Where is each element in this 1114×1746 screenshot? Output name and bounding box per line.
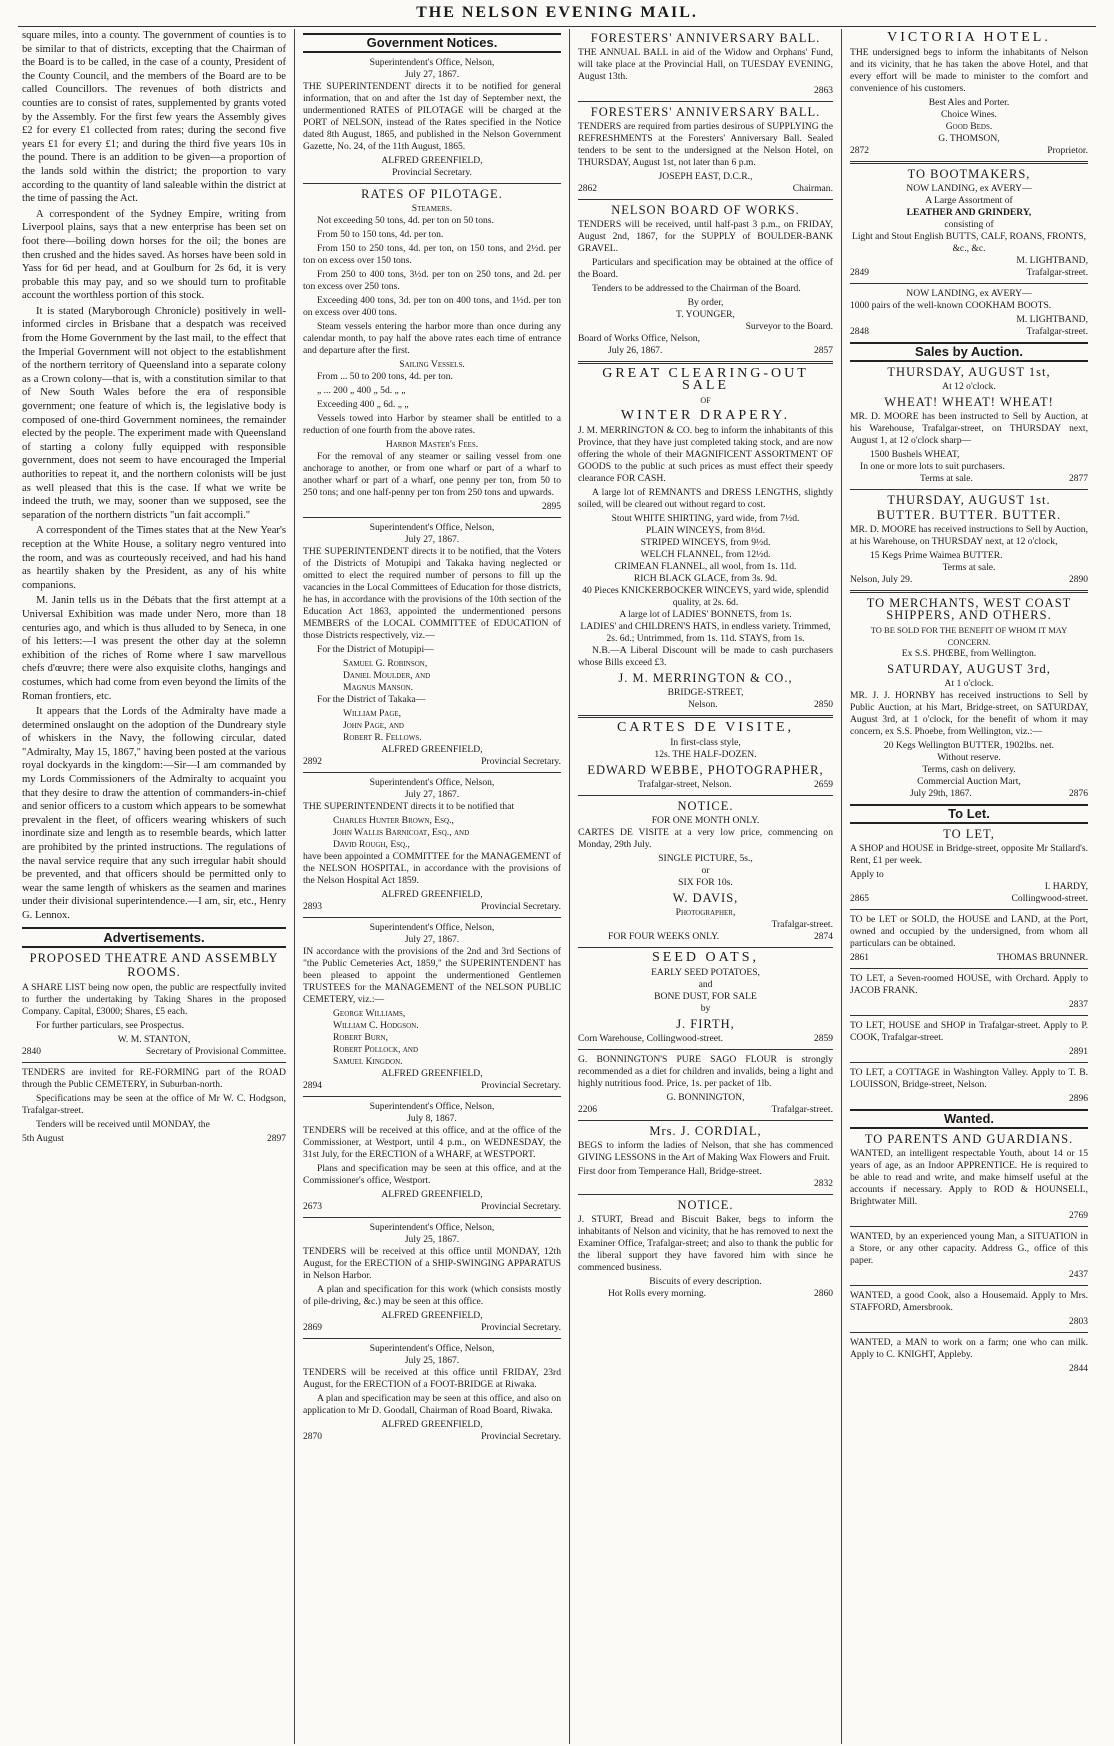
- ad-number: 2803: [1069, 1317, 1088, 1327]
- ad-body: MR. D. MOORE has been instructed to Sell by Auction, at his Warehouse, Trafalgar-street, on THURSDAY next, August 1, at 12 o'clock sharp—: [850, 411, 1088, 446]
- notice-office: Superintendent's Office, Nelson,: [369, 1101, 495, 1112]
- ad-text: 1500 Bushels WHEAT,: [870, 449, 960, 460]
- ad-title: TO BOOTMAKERS,: [907, 167, 1031, 181]
- ad-body: TENDERS are required from parties desirous of SUPPLYING the REFRESHMENTS at the Foresters' Anniversary Ball. Sealed tenders to be sent to the undersigned at the Nelson Hotel, on THURSDAY, August 1st, not later than 6 p.m.: [578, 121, 833, 168]
- ad-number: 2860: [814, 1289, 833, 1299]
- notice-role: Provincial Secretary.: [481, 756, 561, 767]
- sale-item: LADIES' and CHILDREN'S HATS, in endless variety. Trimmed, 2s. 6d.; Untrimmed, from 1s. 11d. STAYS, from 1s.: [580, 621, 831, 644]
- committee-member: William Page,: [343, 708, 402, 719]
- notice-signature: ALFRED GREENFIELD,: [381, 1068, 483, 1079]
- ad-text: At 1 o'clock.: [944, 678, 994, 689]
- ad-title: TO PARENTS AND GUARDIANS.: [864, 1132, 1074, 1146]
- ad-body: J. STURT, Bread and Biscuit Baker, begs to inform the inhabitants of Nelson and vicinity, that he has removed to next the Examiner Office, Trafalgar-street; and also to thank the public for the liberal support they have favored him with since he commenced business.: [578, 1214, 833, 1273]
- notice-date: July 25, 1867.: [404, 1355, 460, 1366]
- ad-text: Trafalgar-street.: [1026, 326, 1088, 337]
- ad-body: Tenders will be received until MONDAY, the: [36, 1119, 210, 1131]
- ad-number: 2877: [1069, 474, 1088, 484]
- rates-subtitle: Harbor Master's Fees.: [385, 439, 479, 450]
- notice-office: Superintendent's Office, Nelson,: [369, 522, 495, 533]
- ad-number: 2848: [850, 327, 869, 337]
- trustee: William C. Hodgson.: [333, 1020, 419, 1031]
- article-paragraph: square miles, into a county. The government of counties is to be similar to that of districts, excepting that the Chairman of the Board is to be called, in the case of a county, President of the County Council, and the members of the Board are to be called Councillors. The revenues of both districts and counties are to consist of rates, supplemented by grants voted by the Assembly. For the first few years the Assembly gives £2 for every £1 collected from rates; during the second five years £1 for every £1; and during the third five years 10s in the pound. There is an addition to be given—a proportion of the lands sold within the district; the proportion to vary according to the quantity of land saleable within the district at the time of passing the Act.: [22, 30, 286, 205]
- ad-body: 1000 pairs of the well-known COOKHAM BOOTS.: [850, 300, 1052, 311]
- ad-signature: J. FIRTH,: [676, 1017, 735, 1031]
- ad-text: BONE DUST, FOR SALE: [654, 991, 757, 1002]
- ad-title: FORESTERS' ANNIVERSARY BALL.: [590, 105, 821, 119]
- ad-body: CARTES DE VISITE at a very low price, commencing on Monday, 29th July.: [578, 827, 833, 850]
- committee-member: Magnus Manson.: [343, 682, 414, 693]
- ad-date: July 29th, 1867.: [910, 788, 972, 799]
- ad-body: WANTED, a good Cook, also a Housemaid. Apply to Mrs. STAFFORD, Amersbrook.: [850, 1290, 1088, 1313]
- committee-member: Robert R. Fellows.: [343, 732, 422, 743]
- rate-line: From 250 to 400 tons, 3½d. per ton on 250 tons, and 2d. per ton excess over 250 tons.: [303, 269, 561, 292]
- ad-text: Apply to: [850, 869, 884, 880]
- notice-office: Superintendent's Office, Nelson,: [369, 922, 495, 933]
- rate-line: Exceeding 400 tons, 3d. per ton on 400 tons, and 1½d. per ton on excess over 400 tons.: [303, 295, 561, 318]
- ad-text: and: [698, 979, 713, 990]
- ad-body: THE undersigned begs to inform the inhabitants of Nelson and its vicinity, that he has taken the above Hotel, and that every effort will be made to minister to the comfort and convenience of his customers.: [850, 47, 1088, 94]
- ad-text: By order,: [687, 297, 724, 308]
- notice-role: Provincial Secretary.: [481, 1322, 561, 1333]
- column-4: [841, 29, 1096, 1744]
- district-title: For the District of Takaka—: [317, 694, 426, 705]
- ad-body: TO LET, HOUSE and SHOP in Trafalgar-street. Apply to P. COOK, Trafalgar-street.: [850, 1020, 1088, 1043]
- notice-date: July 8, 1867.: [407, 1113, 457, 1124]
- ad-title: NELSON BOARD OF WORKS.: [611, 203, 800, 217]
- notice-signature: ALFRED GREENFIELD,: [381, 1419, 483, 1430]
- notice-body: TENDERS will be received at this office until MONDAY, 12th August, for the ERECTION of a SHIP-SWINGING APPARATUS in Nelson Harbor.: [303, 1246, 561, 1281]
- committee-member: David Rough, Esq.,: [333, 839, 410, 850]
- ad-text: Choice Wines.: [941, 109, 997, 120]
- ad-number: 2437: [1069, 1270, 1088, 1280]
- section-header-advertisements: Advertisements.: [22, 927, 286, 949]
- ad-text: At 12 o'clock.: [942, 381, 996, 392]
- rates-subtitle: Sailing Vessels.: [399, 359, 465, 370]
- notice-signature: ALFRED GREENFIELD,: [381, 889, 483, 900]
- sale-item: 40 Pieces KNICKERBOCKER WINCEYS, yard wide, splendid quality, at 2s. 6d.: [582, 585, 829, 608]
- ad-body: TO LET, a Seven-roomed HOUSE, with Orchard. Apply to JACOB FRANK.: [850, 973, 1088, 996]
- ad-text: by: [700, 1003, 711, 1014]
- ad-number: 2844: [1069, 1364, 1088, 1374]
- committee-member: John Wallis Barnicoat, Esq., and: [333, 827, 470, 838]
- ad-body: TENDERS will be received, until half-past 3 p.m., on FRIDAY, August 2nd, 1867, for the SUPPLY of BOULDER-BANK GRAVEL.: [578, 219, 833, 254]
- ad-number: 2849: [850, 268, 869, 278]
- section-header-government-notices: Government Notices.: [303, 33, 561, 53]
- ad-signature: THOMAS BRUNNER.: [996, 952, 1088, 963]
- column-2: [294, 29, 569, 1744]
- ad-title: SEED OATS,: [651, 950, 759, 965]
- notice-role: Provincial Secretary.: [392, 167, 472, 178]
- notice-body: THE SUPERINTENDENT directs it to be notified for general information, that on and after the 1st day of September next, the undermentioned RATES of PILOTAGE will be charged at the PORT of NELSON, instead of the Rates specified in the Notice dated 8th August, 1865, and published in the Nelson Government Gazette, No. 24, of the 11th August, 1865.: [303, 81, 561, 152]
- notice-role: Provincial Secretary.: [481, 901, 561, 912]
- ad-date: 5th August: [22, 1133, 64, 1145]
- notice-date: July 27, 1867.: [404, 534, 460, 545]
- rate-line: From 50 to 150 tons, 4d. per ton.: [317, 229, 444, 240]
- rate-line: From ... 50 to 200 tons, 4d. per ton.: [317, 371, 453, 382]
- ad-body: TO LET, a COTTAGE in Washington Valley. Apply to T. B. LOUISSON, Bridge-street, Nelson.: [850, 1067, 1088, 1090]
- sale-item: CRIMEAN FLANNEL, all wool, from 1s. 11d.: [614, 561, 797, 572]
- ad-number: 2896: [1069, 1094, 1088, 1104]
- ad-text: FOR ONE MONTH ONLY.: [651, 815, 760, 826]
- notice-signature: ALFRED GREENFIELD,: [381, 155, 483, 166]
- ad-number: 2859: [814, 1034, 833, 1044]
- ad-text: Terms at sale.: [942, 562, 996, 573]
- sale-item: STRIPED WINCEYS, from 9½d.: [640, 537, 771, 548]
- rate-line: Steam vessels entering the harbor more than once during any calendar month, to pay half the above rates each time of entrance and departure after the first.: [303, 321, 561, 356]
- ad-text: NOW LANDING, ex AVERY—: [906, 183, 1032, 194]
- ad-body: N.B.—A Liberal Discount will be made to cash purchasers whose Bills exceed £3.: [578, 645, 833, 668]
- ad-number: 2865: [850, 894, 869, 904]
- trustee: Samuel Kingdon.: [333, 1056, 403, 1067]
- ad-number: 2890: [1069, 575, 1088, 585]
- ad-role: Proprietor.: [1047, 145, 1088, 156]
- ad-signature: JOSEPH EAST, D.C.R.,: [658, 171, 753, 182]
- section-header-wanted: Wanted.: [850, 1109, 1088, 1129]
- ad-text: In one or more lots to suit purchasers.: [860, 461, 1005, 472]
- article-paragraph: It appears that the Lords of the Admiralty have made a determined onslaught on the adoption of the Dundreary style of whiskers in the Navy, the following circular, dated "Admiralty, May 15, 1867," having been posted at the various royal dockyards in the kingdom:—Sir—I am commanded by my Lords Commissioners of the Admiralty to acquaint you that they desire to draw the attention of commanders-in-chief and senior officers to a custom which appears to be somewhat prevalent in the fleet, of officers wearing whiskers of such inordinate size and length as to resemble beards, which latter are prohibited by the printed instructions. The regulations of the naval service require that any such irregular habit should be prevented, and that officers should be permitted only to wear the same length of whiskers as the seamen and marines under their divisional superintendence.—I am, sir, etc., Henry G. Lennox.: [22, 706, 286, 921]
- ad-text: BRIDGE-STREET,: [667, 687, 744, 698]
- ad-text: Trafalgar-street.: [1026, 267, 1088, 278]
- notice-date: July 27, 1867.: [404, 69, 460, 80]
- article-paragraph: A correspondent of the Times states that at the New Year's reception at the White House, a solitary negro ventured into the room, and was as courteously received, and had his hand as heartily shaken by the President, as any of his white companions.: [22, 525, 286, 591]
- trustee: Robert Pollock, and: [333, 1044, 419, 1055]
- notice-number: 2893: [303, 902, 322, 912]
- column-1: [14, 29, 294, 1744]
- notice-office: Superintendent's Office, Nelson,: [369, 57, 495, 68]
- ad-body: BEGS to inform the ladies of Nelson, that she has commenced GIVING LESSONS in the Art of Making Wax Flowers and Fruit.: [578, 1140, 833, 1163]
- notice-body: TENDERS will be received at this office, and at the office of the Commissioner, at Westport, until 4 p.m., on WEDNESDAY, the 31st July, for the ERECTION of a WHARF, at WESTPORT.: [303, 1125, 561, 1160]
- ad-text: Board of Works Office, Nelson,: [578, 333, 700, 344]
- ad-title: WINTER DRAPERY.: [620, 408, 791, 423]
- ad-text: A Large Assortment of: [925, 195, 1013, 206]
- ad-text: Light and Stout English BUTTS, CALF, ROANS, FRONTS, &c., &c.: [851, 231, 1087, 254]
- sale-item: Stout WHITE SHIRTING, yard wide, from 7½d.: [611, 513, 800, 524]
- ad-title: THURSDAY, AUGUST 1st,: [887, 365, 1051, 379]
- article-paragraph: A correspondent of the Sydney Empire, writing from Liverpool plains, says that a new enterprise has been set on foot there—boiling down horses for the oil; the bones are then crushed and the hides saved. As horses have been sold in Yass for 6d per head, and at Goulburn for 2s 6d, it is very probable this may pay, and so we should turn to profitable account the worthless portion of this stock.: [22, 208, 286, 302]
- ad-number: 2863: [814, 86, 833, 96]
- district-title: For the District of Motupipi—: [317, 644, 434, 655]
- notice-role: Provincial Secretary.: [481, 1080, 561, 1091]
- ad-text: or: [701, 865, 710, 876]
- ad-title: TO MERCHANTS, WEST COAST SHIPPERS, AND OTHERS.: [866, 596, 1072, 622]
- ad-signature: J. M. MERRINGTON & CO.,: [618, 671, 793, 685]
- notice-body: have been appointed a COMMITTEE for the MANAGEMENT of the NELSON HOSPITAL, in accordance with the provisions of the Nelson Hospital Act 1859.: [303, 851, 561, 886]
- ad-body: For further particulars, see Prospectus.: [36, 1020, 185, 1032]
- ad-signature: T. YOUNGER,: [676, 309, 735, 320]
- article-paragraph: It is stated (Maryborough Chronicle) positively in well-informed circles in Brisbane that a despatch was received from the Home Government by the last mail, to the effect that the Imperial Government will not object to the establishment of the northern territory of Queensland into a separate colony as a Crown colony—that is, with a constitution similar to that of New South Wales before the era of responsible government; one feature of which is, the legislative body is composed of one-third Government nominees, the remainder elected by the people. The experiment made with Queensland of starting a colony fully equipped with responsible government, does not seem to have encouraged the Imperial authorities to repeat it, and the northern colonists will be just as well pleased that this is the case. If what we write be indeed the truth, we may, sooner than we supposed, see the separation of the northern districts "un fait accompli.": [22, 305, 286, 521]
- ad-number: 2861: [850, 953, 869, 963]
- ad-text: Nelson, July 29.: [850, 574, 913, 585]
- ad-title: TO LET,: [943, 827, 995, 841]
- ad-number: 2659: [814, 780, 833, 790]
- notice-body: Plans and specification may be seen at this office, and at the Commissioner's office, Westport.: [303, 1163, 561, 1186]
- sale-item: WELCH FLANNEL, from 12½d.: [640, 549, 771, 560]
- ad-body: A SHARE LIST being now open, the public are respectfully invited to further the undertaking by Taking Shares in the proposed Company. Capital, £3000; Shares, £5 each.: [22, 982, 286, 1018]
- notice-body: THE SUPERINTENDENT directs it to be notified that: [303, 801, 515, 812]
- ad-body: TENDERS are invited for RE-FORMING part of the ROAD through the Public CEMETERY, in Suburban-north.: [22, 1067, 286, 1091]
- ad-signature: M. LIGHTBAND,: [1016, 255, 1088, 266]
- ad-number: 2850: [814, 700, 833, 710]
- ad-text: Without reserve.: [937, 752, 1001, 763]
- notice-number: 2892: [303, 757, 322, 767]
- notice-office: Superintendent's Office, Nelson,: [369, 1222, 495, 1233]
- ad-text: Best Ales and Porter.: [928, 97, 1010, 108]
- ad-role: Secretary of Provisional Committee.: [145, 1046, 286, 1058]
- ad-text: Nelson.: [688, 699, 718, 710]
- notice-number: 2673: [303, 1202, 322, 1212]
- ad-body: WANTED, an intelligent respectable Youth, about 14 or 15 years of age, as an Indoor APPRENTICE. He is required to be able to read and write, and make himself useful at the accounts if necessary. Apply to ROD & HOUNSELL, Brightwater Mill.: [850, 1148, 1088, 1207]
- ad-text: EARLY SEED POTATOES,: [651, 967, 760, 978]
- ad-title: NOTICE.: [677, 1198, 734, 1212]
- ad-number: 2862: [578, 184, 597, 194]
- ad-title: THURSDAY, AUGUST 1st.: [887, 493, 1051, 507]
- ad-body: A large lot of REMNANTS and DRESS LENGTHS, slightly soiled, will be cleared out without regard to cost.: [578, 487, 833, 510]
- ad-body: MR. D. MOORE has received instructions to Sell by Auction, at his Warehouse, on THURSDAY next, at 12 o'clock,: [850, 524, 1088, 547]
- ad-body: G. BONNINGTON'S PURE SAGO FLOUR is strongly recommended as a diet for children and invalids, being a light and highly nutritious food. Price, 1s. per packet of 1lb.: [578, 1054, 833, 1089]
- rates-title: RATES OF PILOTAGE.: [361, 187, 503, 201]
- ad-text: Trafalgar-street.: [771, 1104, 833, 1115]
- notice-body: TENDERS will be received at this office until FRIDAY, 23rd August, for the ERECTION of a FOOT-BRIDGE at Riwaka.: [303, 1367, 561, 1390]
- committee-member: Charles Hunter Brown, Esq.,: [333, 815, 454, 826]
- ad-text: 20 Kegs Wellington BUTTER, 1902lbs. net.: [883, 740, 1055, 751]
- ad-signature: I. HARDY,: [1044, 881, 1088, 892]
- notice-number: 2870: [303, 1432, 322, 1442]
- ad-date: July 26, 1867.: [608, 345, 663, 356]
- notice-body: THE SUPERINTENDENT directs it to be notified, that the Voters of the Districts of Motupipi and Takaka having neglected or omitted to elect the required number of persons to fill up the vacancies in the Local Committees of Education for those districts, he has, in accordance with the provisions of the 10th section of the Education Act 1863, appointed the undermentioned persons MEMBERS of the LOCAL COMMITTEE of EDUCATION of those Districts respectively, viz.—: [303, 546, 561, 641]
- ad-title: CARTES DE VISITE,: [616, 720, 795, 735]
- rate-line: For the removal of any steamer or sailing vessel from one anchorage to another, or from one wharf or part of a wharf to another wharf or part of a wharf, one penny per ton, from 50 to 250 tons; and one half-penny per ton from 250 tons and upwards.: [303, 451, 561, 498]
- ad-number: 2837: [1069, 1000, 1088, 1010]
- sale-item: PLAIN WINCEYS, from 8½d.: [645, 525, 766, 536]
- ad-body: WANTED, a MAN to work on a farm; one who can milk. Apply to C. KNIGHT, Appleby.: [850, 1337, 1088, 1360]
- ad-text: 15 Kegs Prime Waimea BUTTER.: [870, 550, 1003, 561]
- ad-title: GREAT CLEARING-OUT SALE: [602, 366, 809, 393]
- ad-role: Photographer,: [675, 907, 736, 918]
- ad-body: Particulars and specification may be obtained at the office of the Board.: [578, 257, 833, 280]
- rate-line: „ ... 200 „ 400 „ 5d. „ „: [317, 385, 406, 396]
- section-header-sales-by-auction: Sales by Auction.: [850, 342, 1088, 362]
- ad-signature: M. LIGHTBAND,: [1016, 314, 1088, 325]
- ad-text: Good Beds.: [945, 121, 993, 132]
- ad-text: FOR FOUR WEEKS ONLY.: [608, 931, 720, 942]
- ad-signature: G. BONNINGTON,: [666, 1092, 745, 1103]
- ad-text: Ex S.S. PHŒBE, from Wellington.: [901, 648, 1037, 659]
- ad-title: Mrs. J. CORDIAL,: [649, 1124, 762, 1138]
- ad-body: TO be LET or SOLD, the HOUSE and LAND, at the Port, owned and occupied by the undersigned, from whom all particulars can be obtained.: [850, 914, 1088, 949]
- ad-text: SIX FOR 10s.: [678, 877, 733, 888]
- notice-signature: ALFRED GREENFIELD,: [381, 1189, 483, 1200]
- ad-number: 2891: [1069, 1047, 1088, 1057]
- ad-number: 2857: [814, 346, 833, 356]
- ad-text: NOW LANDING, ex AVERY—: [906, 288, 1032, 299]
- ad-signature: W. DAVIS,: [672, 891, 739, 905]
- ad-text: Trafalgar-street, Nelson.: [638, 779, 732, 790]
- notice-body: IN accordance with the provisions of the 2nd and 3rd Sections of "the Public Cemeteries Act, 1859," the SUPERINTENDENT has been pleased to appoint the undermentioned Gentlemen TRUSTEES for the MANAGEMENT of the NELSON PUBLIC CEMETERY, viz.:—: [303, 946, 561, 1005]
- ad-text: In first-class style,: [670, 737, 741, 748]
- committee-member: John Page, and: [343, 720, 404, 731]
- ad-title: FORESTERS' ANNIVERSARY BALL.: [590, 31, 821, 45]
- ad-text: Collingwood-street.: [1011, 893, 1088, 904]
- ad-body: Tenders to be addressed to the Chairman of the Board.: [592, 283, 801, 294]
- notice-signature: ALFRED GREENFIELD,: [381, 1310, 483, 1321]
- section-header-to-let: To Let.: [850, 804, 1088, 824]
- ad-text: Corn Warehouse, Collingwood-street.: [578, 1033, 724, 1044]
- committee-member: Samuel G. Robinson,: [343, 658, 428, 669]
- ad-text: Biscuits of every description.: [649, 1276, 762, 1287]
- sale-item: A large lot of LADIES' BONNETS, from 1s.: [619, 609, 792, 620]
- ad-number: 2840: [22, 1047, 41, 1058]
- rate-line: Not exceeding 50 tons, 4d. per ton on 50 tons.: [317, 215, 494, 226]
- ad-number: 2769: [1069, 1211, 1088, 1221]
- ad-number: 2832: [814, 1179, 833, 1189]
- sale-item: RICH BLACK GLACE, from 3s. 9d.: [633, 573, 778, 584]
- notice-office: Superintendent's Office, Nelson,: [369, 777, 495, 788]
- ad-body: THE ANNUAL BALL in aid of the Widow and Orphans' Fund, will take place at the Provincial Hall, on TUESDAY EVENING, August 13th.: [578, 47, 833, 82]
- rate-line: Exceeding 400 „ 6d. „ „: [317, 399, 409, 410]
- ad-title: NOTICE.: [677, 799, 734, 813]
- ad-signature: EDWARD WEBBE, PHOTOGRAPHER,: [587, 763, 824, 777]
- committee-member: Daniel Moulder, and: [343, 670, 431, 681]
- ad-text: 12s. THE HALF-DOZEN.: [654, 749, 757, 760]
- ad-text: TO BE SOLD FOR THE BENEFIT OF WHOM IT MAY CONCERN.: [870, 625, 1068, 647]
- ad-text: LEATHER AND GRINDERY,: [906, 207, 1032, 218]
- ad-body: Specifications may be seen at the office of Mr W. C. Hodgson, Trafalgar-street.: [22, 1093, 286, 1117]
- ad-body: A SHOP and HOUSE in Bridge-street, opposite Mr Stallard's. Rent, £1 per week.: [850, 843, 1088, 866]
- notice-body: A plan and specification for this work (which consists mostly of pile-driving, &c.) may be seen at this office.: [303, 1284, 561, 1307]
- notice-body: A plan and specification may be seen at this office, and also on application to Mr D. Goodall, Chairman of Road Board, Riwaka.: [303, 1393, 561, 1416]
- rate-line: From 150 to 250 tons, 4d. per ton, on 150 tons, and 2½d. per ton on excess over 150 tons.: [303, 243, 561, 266]
- notice-signature: ALFRED GREENFIELD,: [381, 744, 483, 755]
- ad-number: 2206: [578, 1105, 597, 1115]
- ad-body: WANTED, by an experienced young Man, a SITUATION in a Store, or any other capacity. Address G., office of this paper.: [850, 1231, 1088, 1266]
- ad-title: SATURDAY, AUGUST 3rd,: [887, 662, 1051, 676]
- ad-text: Terms at sale.: [920, 473, 973, 484]
- trustee: Robert Burn,: [333, 1032, 388, 1043]
- ad-title: BUTTER. BUTTER. BUTTER.: [876, 508, 1062, 522]
- ad-signature: W. M. STANTON,: [117, 1034, 191, 1046]
- ad-number: 2872: [850, 146, 869, 156]
- notice-number: 2894: [303, 1081, 322, 1091]
- ad-body: MR. J. J. HORNBY has received instructions to Sell by Public Auction, at his Mart, Bridge-street, on SATURDAY, August 3rd, at 1 o'clock, for the benefit of whom it may concern, ex S.S. Phoebe, from Wellington, viz.:—: [850, 690, 1088, 737]
- article-paragraph: M. Janin tells us in the Débats that the first attempt at a Universal Exhibition was made under Nero, more than 18 centuries ago, and which is thus alluded to by Seneca, in one of his letters:—I was present the other day at the solemn exhibition of the riches of Rome where I saw marvellous chefs d'œuvre; there were also exquisite cloths, hangings and costumes, which had come from even beyond the limits of the Roman frontiers, etc.: [22, 595, 286, 702]
- notice-date: July 27, 1867.: [404, 934, 460, 945]
- ad-title: WHEAT! WHEAT! WHEAT!: [884, 395, 1054, 409]
- ad-text: Commercial Auction Mart,: [917, 776, 1021, 787]
- masthead: THE NELSON EVENING MAIL.: [18, 0, 1096, 27]
- trustee: George Williams,: [333, 1008, 406, 1019]
- ad-role: Chairman.: [792, 183, 833, 194]
- ad-text: SINGLE PICTURE, 5s.,: [658, 853, 753, 864]
- ad-number: 2876: [1069, 789, 1088, 799]
- column-3: [569, 29, 841, 1744]
- ad-number: 2874: [814, 932, 833, 942]
- ad-signature: G. THOMSON,: [938, 133, 1000, 144]
- ad-title: VICTORIA HOTEL.: [887, 30, 1051, 45]
- notice-number: 2869: [303, 1323, 322, 1333]
- ad-body: J. M. MERRINGTON & CO. beg to inform the inhabitants of this Province, that they have just completed taking stock, and are now offering the whole of their MAGNIFICENT ASSORTMENT OF GOODS to the public at such prices as must effect their speedy clearance FOR CASH.: [578, 425, 833, 484]
- notice-date: July 25, 1867.: [404, 1234, 460, 1245]
- rate-line: Vessels towed into Harbor by steamer shall be entitled to a reduction of one fourth from the above rates.: [303, 413, 561, 436]
- rates-subtitle: Steamers.: [411, 203, 453, 214]
- notice-number: 2895: [542, 502, 561, 512]
- ad-text: Trafalgar-street.: [771, 919, 833, 930]
- ad-text: consisting of: [944, 219, 994, 230]
- notice-role: Provincial Secretary.: [481, 1201, 561, 1212]
- ad-text: Hot Rolls every morning.: [608, 1288, 707, 1299]
- notice-role: Provincial Secretary.: [481, 1431, 561, 1442]
- ad-text: Terms, cash on delivery.: [922, 764, 1016, 775]
- ad-title: PROPOSED THEATRE AND ASSEMBLY ROOMS.: [29, 951, 279, 979]
- ad-number: 2897: [267, 1134, 286, 1145]
- ad-role: Surveyor to the Board.: [745, 321, 833, 332]
- ad-text: OF: [700, 396, 711, 405]
- notice-office: Superintendent's Office, Nelson,: [369, 1343, 495, 1354]
- ad-text: First door from Temperance Hall, Bridge-street.: [578, 1166, 762, 1177]
- notice-date: July 27, 1867.: [404, 789, 460, 800]
